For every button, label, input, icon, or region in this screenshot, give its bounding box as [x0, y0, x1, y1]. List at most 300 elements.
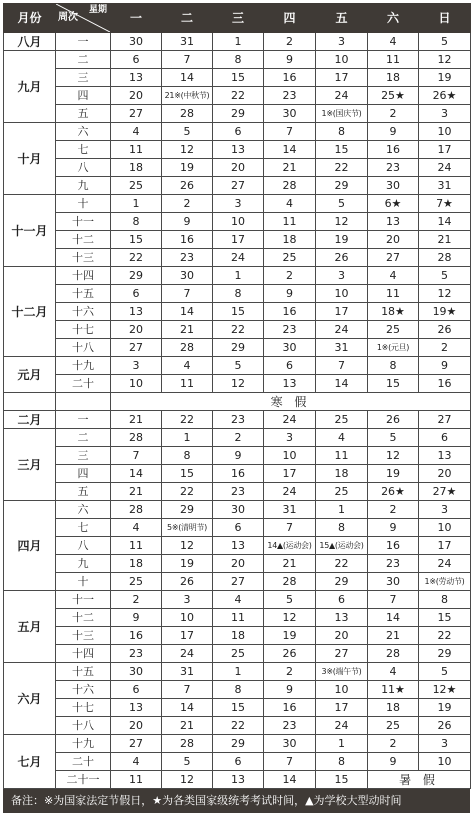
month-label: 二月	[4, 411, 56, 429]
day-cell: 20	[213, 555, 264, 573]
week-row	[4, 591, 471, 609]
day-cell: 9	[213, 447, 264, 465]
week-number: 十四	[56, 645, 111, 663]
day-cell: 12	[316, 213, 368, 231]
day-cell: 11	[368, 51, 419, 69]
day-cell: 20	[111, 321, 162, 339]
day-cell: 22	[162, 483, 213, 501]
day-cell: 30	[264, 735, 316, 753]
month-label	[4, 393, 56, 411]
week-number: 十七	[56, 321, 111, 339]
day-cell: 27	[111, 339, 162, 357]
week-number: 十一	[56, 591, 111, 609]
day-cell: 3	[419, 735, 471, 753]
day-cell: 22	[316, 159, 368, 177]
day-header-wed: 三	[213, 4, 264, 33]
day-cell: 29	[316, 573, 368, 591]
day-cell: 21	[111, 411, 162, 429]
day-cell: 11	[368, 285, 419, 303]
day-cell: 7	[264, 519, 316, 537]
day-cell: 2	[111, 591, 162, 609]
day-cell: 26	[419, 717, 471, 735]
day-cell: 16	[368, 537, 419, 555]
week-number: 十四	[56, 267, 111, 285]
week-number: 十七	[56, 699, 111, 717]
day-cell: 13	[213, 141, 264, 159]
day-cell: 28	[264, 573, 316, 591]
day-cell: 15▲(运动会)	[316, 537, 368, 555]
day-cell: 28	[111, 501, 162, 519]
day-cell: 20	[316, 627, 368, 645]
month-label: 八月	[4, 33, 56, 51]
day-cell: 11★	[368, 681, 419, 699]
day-cell: 5	[213, 357, 264, 375]
day-cell: 26	[368, 411, 419, 429]
day-cell: 30	[213, 501, 264, 519]
day-cell: 4	[368, 663, 419, 681]
week-row	[4, 735, 471, 753]
day-cell: 29	[213, 105, 264, 123]
day-cell: 10	[111, 375, 162, 393]
day-cell: 12	[162, 537, 213, 555]
day-cell: 2	[368, 105, 419, 123]
day-cell: 25	[368, 717, 419, 735]
day-cell: 17	[316, 69, 368, 87]
day-cell: 4	[111, 123, 162, 141]
week-row	[4, 537, 471, 555]
week-number: 二十一	[56, 771, 111, 789]
week-number: 十	[56, 573, 111, 591]
day-cell: 10	[316, 681, 368, 699]
day-cell: 29	[111, 267, 162, 285]
week-row	[4, 159, 471, 177]
day-cell: 5	[419, 267, 471, 285]
week-row	[4, 195, 471, 213]
week-number: 二	[56, 51, 111, 69]
day-cell: 15	[213, 699, 264, 717]
day-cell: 21	[368, 627, 419, 645]
day-cell: 13	[264, 375, 316, 393]
week-number: 十八	[56, 339, 111, 357]
week-number: 六	[56, 123, 111, 141]
day-header-thu: 四	[264, 4, 316, 33]
day-cell: 12	[162, 141, 213, 159]
week-row	[4, 411, 471, 429]
day-cell: 3	[264, 429, 316, 447]
day-cell: 12	[419, 51, 471, 69]
footer-note: 备注：※为国家法定节假日，★为各类国家级统考考试时间，▲为学校大型动时间	[3, 789, 470, 813]
day-cell: 23	[264, 717, 316, 735]
day-cell: 6	[316, 591, 368, 609]
day-cell: 18★	[368, 303, 419, 321]
day-cell: 11	[316, 447, 368, 465]
week-number: 十九	[56, 735, 111, 753]
day-cell: 31	[162, 663, 213, 681]
day-cell: 2	[264, 267, 316, 285]
day-cell: 12	[419, 285, 471, 303]
day-cell: 12	[264, 609, 316, 627]
day-cell: 12	[213, 375, 264, 393]
day-cell: 1	[316, 501, 368, 519]
month-label: 七月	[4, 735, 56, 789]
day-cell: 28	[264, 177, 316, 195]
day-cell: 14	[316, 375, 368, 393]
day-cell: 7	[111, 447, 162, 465]
day-cell: 21	[162, 717, 213, 735]
day-cell: 9	[111, 609, 162, 627]
day-cell: 7	[162, 285, 213, 303]
day-cell: 5	[419, 33, 471, 51]
day-cell: 1	[316, 735, 368, 753]
day-cell: 29	[162, 501, 213, 519]
day-cell: 9	[368, 519, 419, 537]
day-cell: 26	[316, 249, 368, 267]
day-cell: 14	[368, 609, 419, 627]
week-number: 八	[56, 537, 111, 555]
day-cell: 25	[264, 249, 316, 267]
week-row	[4, 141, 471, 159]
day-cell: 25	[368, 321, 419, 339]
day-cell: 4	[162, 357, 213, 375]
day-cell: 20	[368, 231, 419, 249]
day-cell: 18	[111, 159, 162, 177]
day-cell: 10	[419, 519, 471, 537]
week-row	[4, 51, 471, 69]
week-number: 十三	[56, 249, 111, 267]
month-label: 五月	[4, 591, 56, 663]
day-cell: 19	[162, 159, 213, 177]
day-cell: 22	[111, 249, 162, 267]
week-number: 十六	[56, 303, 111, 321]
day-cell: 22	[419, 627, 471, 645]
day-cell: 1	[213, 33, 264, 51]
week-row	[4, 339, 471, 357]
day-cell: 25	[111, 573, 162, 591]
day-cell: 30	[368, 177, 419, 195]
day-cell: 22	[162, 411, 213, 429]
day-cell: 7	[162, 51, 213, 69]
day-cell: 9	[264, 51, 316, 69]
week-number: 二十	[56, 375, 111, 393]
day-cell: 15	[213, 303, 264, 321]
day-cell: 26★	[368, 483, 419, 501]
day-header-fri: 五	[316, 4, 368, 33]
week-row	[4, 267, 471, 285]
day-cell: 27	[368, 249, 419, 267]
day-cell: 26★	[419, 87, 471, 105]
month-label: 十二月	[4, 267, 56, 357]
day-cell: 19	[368, 465, 419, 483]
day-cell: 10	[316, 51, 368, 69]
day-cell: 6	[264, 357, 316, 375]
day-cell: 13	[213, 771, 264, 789]
day-cell: 15	[368, 375, 419, 393]
week-row	[4, 555, 471, 573]
day-cell: 13	[419, 447, 471, 465]
day-cell: 1※(劳动节)	[419, 573, 471, 591]
day-cell: 22	[213, 87, 264, 105]
day-cell: 21	[419, 231, 471, 249]
week-number: 一	[56, 33, 111, 51]
day-header-tue: 二	[162, 4, 213, 33]
day-cell: 3	[316, 267, 368, 285]
month-label: 九月	[4, 51, 56, 123]
week-row	[4, 501, 471, 519]
day-cell: 13	[111, 69, 162, 87]
day-cell: 3	[111, 357, 162, 375]
day-cell: 17	[316, 699, 368, 717]
day-cell: 19	[419, 699, 471, 717]
day-cell: 8	[419, 591, 471, 609]
day-cell: 1※(国庆节)	[316, 105, 368, 123]
week-row	[4, 627, 471, 645]
day-cell: 11	[111, 771, 162, 789]
week-row	[4, 321, 471, 339]
day-cell: 22	[213, 717, 264, 735]
header-row	[4, 4, 471, 33]
day-cell: 11	[162, 375, 213, 393]
day-cell: 13	[111, 699, 162, 717]
day-cell: 26	[162, 177, 213, 195]
day-cell: 14	[162, 699, 213, 717]
day-cell: 6	[419, 429, 471, 447]
day-cell: 7	[264, 123, 316, 141]
day-cell: 9	[162, 213, 213, 231]
day-cell: 12★	[419, 681, 471, 699]
school-calendar-table	[3, 3, 471, 789]
day-cell: 24	[419, 159, 471, 177]
week-number: 七	[56, 519, 111, 537]
day-cell: 24	[316, 87, 368, 105]
day-cell: 26	[264, 645, 316, 663]
day-cell: 8	[213, 681, 264, 699]
day-cell: 7	[162, 681, 213, 699]
day-cell: 29	[316, 177, 368, 195]
day-cell: 31	[264, 501, 316, 519]
day-cell: 30	[111, 663, 162, 681]
day-cell: 14	[264, 771, 316, 789]
week-number: 二十	[56, 753, 111, 771]
day-cell: 5	[368, 429, 419, 447]
day-cell: 10	[419, 753, 471, 771]
week-row	[4, 303, 471, 321]
day-cell: 14	[162, 69, 213, 87]
week-row	[4, 393, 471, 411]
day-cell: 2	[368, 501, 419, 519]
day-cell: 8	[213, 285, 264, 303]
day-cell: 8	[111, 213, 162, 231]
day-cell: 14	[264, 141, 316, 159]
week-number: 八	[56, 159, 111, 177]
day-cell: 12	[368, 447, 419, 465]
day-cell: 20	[111, 717, 162, 735]
day-cell: 8	[368, 357, 419, 375]
week-row	[4, 447, 471, 465]
day-cell: 8	[316, 123, 368, 141]
day-cell: 8	[316, 519, 368, 537]
day-cell: 19	[316, 231, 368, 249]
day-cell: 1	[213, 663, 264, 681]
day-cell: 27	[111, 105, 162, 123]
day-cell: 18	[111, 555, 162, 573]
week-number: 三	[56, 69, 111, 87]
week-number: 六	[56, 501, 111, 519]
week-number: 二	[56, 429, 111, 447]
day-cell: 2	[162, 195, 213, 213]
day-cell: 10	[419, 123, 471, 141]
day-cell: 14▲(运动会)	[264, 537, 316, 555]
week-row	[4, 771, 471, 789]
day-cell: 28	[419, 249, 471, 267]
day-cell: 24	[264, 411, 316, 429]
day-cell: 26	[419, 321, 471, 339]
day-cell: 1	[111, 195, 162, 213]
week-row	[4, 177, 471, 195]
day-cell: 9	[264, 681, 316, 699]
week-number	[56, 393, 111, 411]
day-cell: 5	[264, 591, 316, 609]
day-cell: 28	[162, 339, 213, 357]
day-cell: 18	[368, 699, 419, 717]
week-row	[4, 429, 471, 447]
day-cell: 19★	[419, 303, 471, 321]
week-weekday-corner-header	[56, 4, 111, 33]
day-cell: 13	[316, 609, 368, 627]
day-cell: 12	[162, 771, 213, 789]
week-number: 五	[56, 483, 111, 501]
week-number: 十八	[56, 717, 111, 735]
week-row	[4, 519, 471, 537]
day-cell: 5	[162, 753, 213, 771]
week-row	[4, 213, 471, 231]
day-cell: 19	[419, 69, 471, 87]
day-cell: 15	[213, 69, 264, 87]
day-cell: 2	[419, 339, 471, 357]
week-number: 九	[56, 177, 111, 195]
week-number: 四	[56, 465, 111, 483]
day-cell: 2	[264, 663, 316, 681]
week-number: 七	[56, 141, 111, 159]
day-cell: 28	[162, 105, 213, 123]
week-row	[4, 249, 471, 267]
week-number: 九	[56, 555, 111, 573]
day-cell: 17	[264, 465, 316, 483]
day-cell: 24	[213, 249, 264, 267]
day-cell: 5	[162, 123, 213, 141]
week-row	[4, 663, 471, 681]
day-cell: 3	[419, 105, 471, 123]
week-row	[4, 357, 471, 375]
day-cell: 27	[419, 411, 471, 429]
week-number: 四	[56, 87, 111, 105]
day-cell: 25★	[368, 87, 419, 105]
week-row	[4, 105, 471, 123]
day-cell: 18	[264, 231, 316, 249]
day-cell: 29	[419, 645, 471, 663]
day-cell: 6	[213, 753, 264, 771]
week-row	[4, 483, 471, 501]
day-header-mon: 一	[111, 4, 162, 33]
day-cell: 15	[111, 231, 162, 249]
day-cell: 30	[162, 267, 213, 285]
day-cell: 25	[111, 177, 162, 195]
day-cell: 21	[264, 159, 316, 177]
winter-vacation-label: 寒 假	[111, 393, 471, 411]
day-cell: 24	[316, 717, 368, 735]
week-number: 十三	[56, 627, 111, 645]
day-cell: 1	[162, 429, 213, 447]
day-cell: 22	[316, 555, 368, 573]
day-cell: 30	[368, 573, 419, 591]
day-cell: 10	[316, 285, 368, 303]
day-cell: 3	[162, 591, 213, 609]
day-cell: 11	[111, 537, 162, 555]
day-cell: 28	[368, 645, 419, 663]
day-cell: 4	[213, 591, 264, 609]
week-row	[4, 465, 471, 483]
day-cell: 10	[264, 447, 316, 465]
day-cell: 25	[316, 483, 368, 501]
week-row	[4, 231, 471, 249]
day-cell: 6	[111, 681, 162, 699]
day-cell: 17	[213, 231, 264, 249]
day-cell: 29	[213, 735, 264, 753]
week-number: 十	[56, 195, 111, 213]
day-cell: 28	[111, 429, 162, 447]
day-cell: 19	[162, 555, 213, 573]
week-row	[4, 285, 471, 303]
day-cell: 20	[111, 87, 162, 105]
day-cell: 5	[316, 195, 368, 213]
month-label: 三月	[4, 429, 56, 501]
week-number: 十五	[56, 285, 111, 303]
day-cell: 27	[111, 735, 162, 753]
day-cell: 16	[264, 699, 316, 717]
week-number: 十二	[56, 609, 111, 627]
week-number: 五	[56, 105, 111, 123]
day-cell: 25	[316, 411, 368, 429]
week-number: 十五	[56, 663, 111, 681]
day-cell: 4	[316, 429, 368, 447]
day-cell: 31	[419, 177, 471, 195]
day-cell: 21	[162, 321, 213, 339]
day-cell: 21	[111, 483, 162, 501]
day-cell: 23	[111, 645, 162, 663]
day-cell: 31	[316, 339, 368, 357]
week-row	[4, 87, 471, 105]
day-cell: 23	[368, 555, 419, 573]
day-cell: 11	[111, 141, 162, 159]
week-row	[4, 681, 471, 699]
day-cell: 10	[213, 213, 264, 231]
day-cell: 27	[213, 177, 264, 195]
day-cell: 18	[316, 465, 368, 483]
day-cell: 14	[111, 465, 162, 483]
day-cell: 24	[162, 645, 213, 663]
day-cell: 15	[316, 141, 368, 159]
day-cell: 2	[264, 33, 316, 51]
day-cell: 11	[264, 213, 316, 231]
day-cell: 4	[111, 753, 162, 771]
week-number: 十二	[56, 231, 111, 249]
day-cell: 16	[111, 627, 162, 645]
day-cell: 13	[368, 213, 419, 231]
day-cell: 3	[213, 195, 264, 213]
day-cell: 23	[264, 321, 316, 339]
day-cell: 18	[213, 627, 264, 645]
day-cell: 21※(中秋节)	[162, 87, 213, 105]
day-cell: 30	[264, 105, 316, 123]
